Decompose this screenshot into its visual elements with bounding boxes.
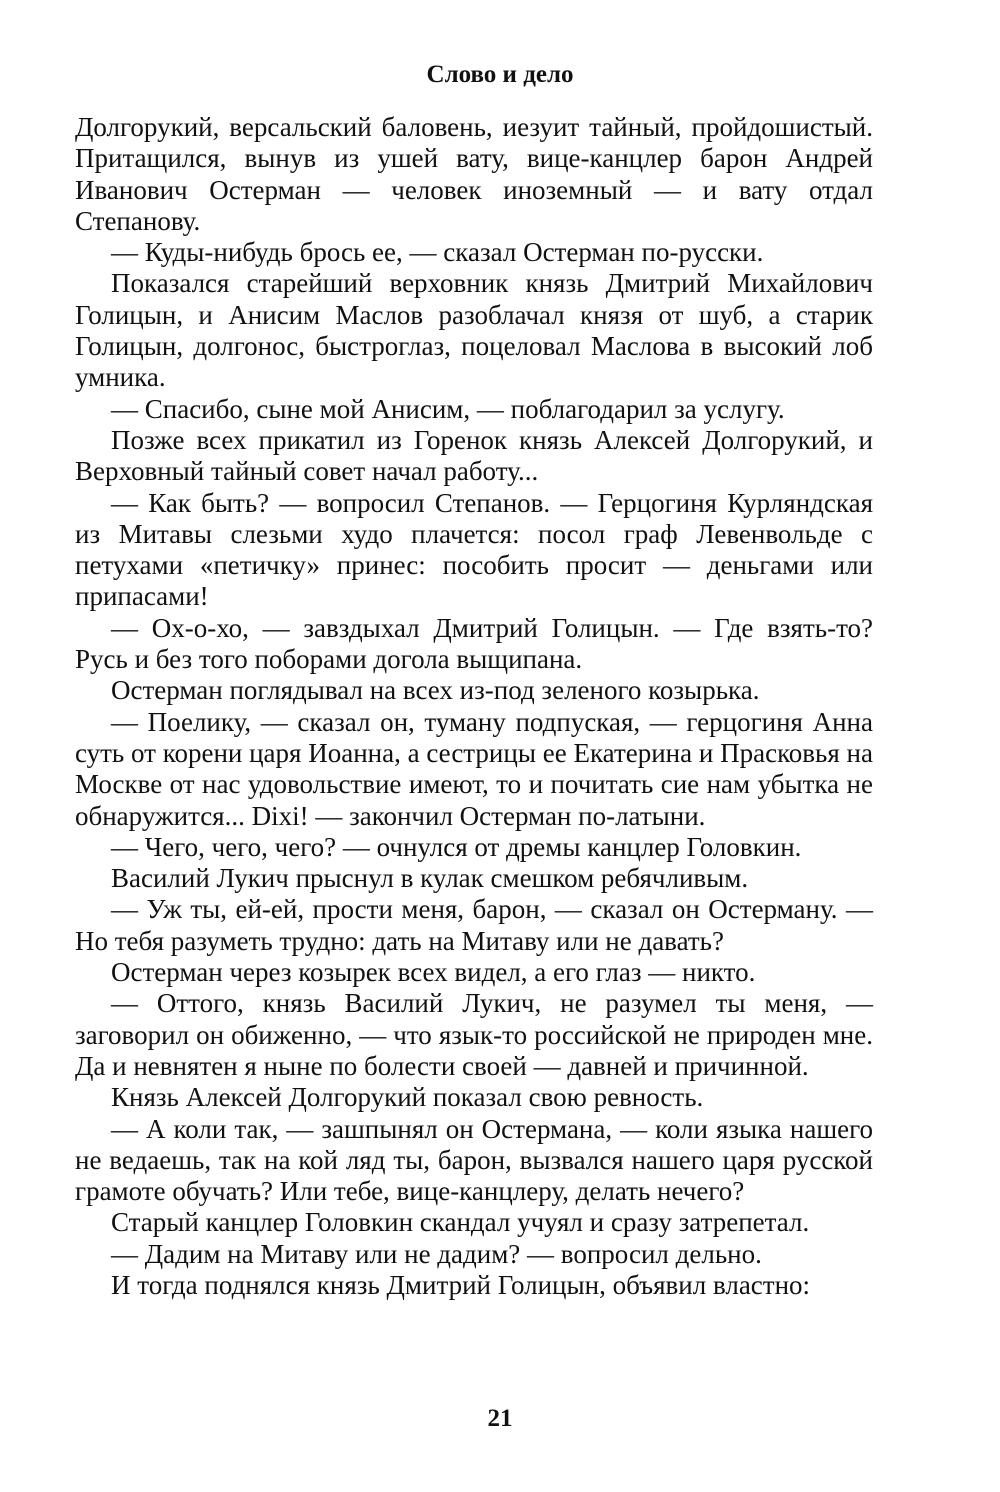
paragraph: — Куды-нибудь брось ее, — сказал Остерман по-русски.	[111, 237, 764, 268]
paragraph: Остерман через козырек всех видел, а его глаз — никто.	[111, 957, 756, 988]
page-body-text	[75, 112, 873, 1301]
paragraph: Долгорукий, версальский баловень, иезуит тайный, пройдошистый. Притащился, вынув из ушей вату, вице-канцлер барон Андрей Иванович Остерман — человек иноземный — и вату отдал Степанову.	[75, 112, 873, 236]
paragraph: — Ох-о-хо, — завздыхал Дмитрий Голицын. — Где взять-то? Русь и без того поборами догола выщипана.	[75, 612, 873, 675]
paragraph: — Дадим на Митаву или не дадим? — вопросил дельно.	[111, 1238, 762, 1269]
paragraph: И тогда поднялся князь Дмитрий Голицын, объявил властно:	[111, 1269, 811, 1300]
paragraph: Показался старейший верховник князь Дмитрий Михайлович Голицын, и Анисим Маслов разоблачал князя от шуб, а старик Голицын, долгонос, быстроглаз, поцеловал Маслова в высокий лоб умника.	[75, 268, 873, 393]
paragraph: — Как быть? — вопросил Степанов. — Герцогиня Курляндская из Митавы слезьми худо плачется: посол граф Левенвольде с петухами «петичку» принес: пособить просит — деньгами или припасами!	[75, 487, 873, 612]
paragraph: Позже всех прикатил из Горенок князь Алексей Долгорукий, и Верховный тайный совет начал работу...	[75, 424, 873, 487]
paragraph: — Поелику, — сказал он, туману подпуская, — герцогиня Анна суть от корени царя Иоанна, а сестрицы ее Екатерина и Прасковья на Москве от нас удовольствие имеют, то и почитать сие нам убытка не обнаружится... Dixi! — закончил Остерман по-латыни.	[75, 706, 873, 831]
paragraph: — Оттого, князь Василий Лукич, не разумел ты меня, — заговорил он обиженно, — что язык-то российской не природен мне. Да и невнятен я ныне по болести своей — давней и причинной.	[75, 988, 873, 1081]
paragraph: — Уж ты, ей-ей, прости меня, барон, — сказал он Остерману. — Но тебя разуметь трудно: дать на Митаву или не давать?	[75, 894, 873, 956]
paragraph: Остерман поглядывал на всех из-под зеленого козырька.	[111, 675, 760, 706]
paragraph: Князь Алексей Долгорукий показал свою ревность.	[111, 1082, 704, 1113]
paragraph: — Чего, чего, чего? — очнулся от дремы канцлер Головкин.	[111, 831, 802, 862]
page-number: 21	[487, 1405, 513, 1432]
paragraph: — Спасибо, сыне мой Анисим, — поблагодарил за услугу.	[111, 393, 785, 424]
running-title: Слово и дело	[426, 61, 574, 88]
paragraph: Василий Лукич прыснул в кулак смешком ребячливым.	[111, 863, 749, 894]
paragraph: — А коли так, — зашпынял он Остермана, — коли языка нашего не ведаешь, так на кой ляд ты, барон, вызвался нашего царя русской грамоте обучать? Или тебе, вице-канцлеру, делать нечего?	[75, 1113, 873, 1207]
paragraph: Старый канцлер Головкин скандал учуял и сразу затрепетал.	[111, 1207, 810, 1238]
